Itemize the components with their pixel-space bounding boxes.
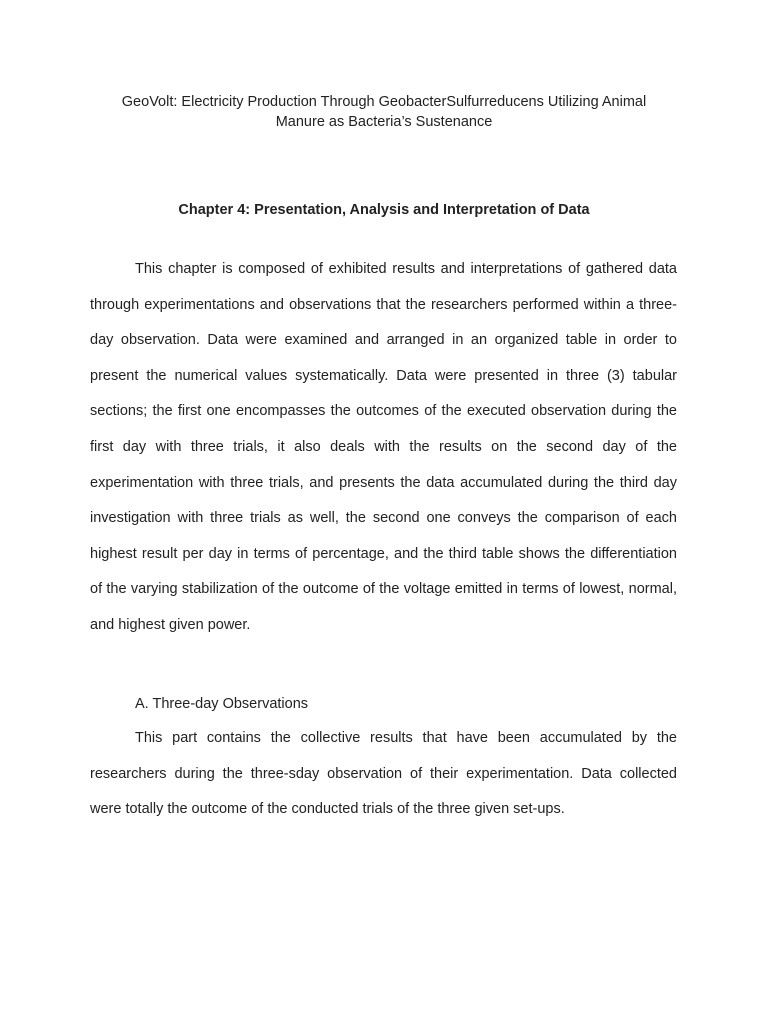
document-title-line-2: Manure as Bacteria’s Sustenance (275, 114, 493, 130)
document-title-line-1: GeoVolt: Electricity Production Through GeobacterSulfurreducens Utilizing Animal (121, 94, 647, 110)
section-a-heading: A. Three-day Observations (135, 696, 309, 712)
intro-paragraph: This chapter is composed of exhibited results and interpretations of gathered data through experimentations and observations that the researchers performed within a three-day observation. Data were examined and arranged in an organized table in order to present the numerical values systematically. Data were presented in three (3) tabular sections; the first one encompasses the outcomes of the executed observation during the first day with three trials, it also deals with the results on the second day of the experimentation with three trials, and presents the data accumulated during the third day investigation with three trials as well, the second one conveys the comparison of each highest result per day in terms of percentage, and the third table shows the differentiation of the varying stabilization of the outcome of the voltage emitted in terms of lowest, normal, and highest given power. (90, 261, 677, 633)
document-title (60, 92, 708, 132)
section-a-paragraph: This part contains the collective results that have been accumulated by the researchers during the three-sday observation of their experimentation. Data collected were totally the outcome of the conducted trials of the three given set-ups. (90, 730, 677, 818)
chapter-heading: Chapter 4: Presentation, Analysis and Interpretation of Data (178, 202, 590, 218)
